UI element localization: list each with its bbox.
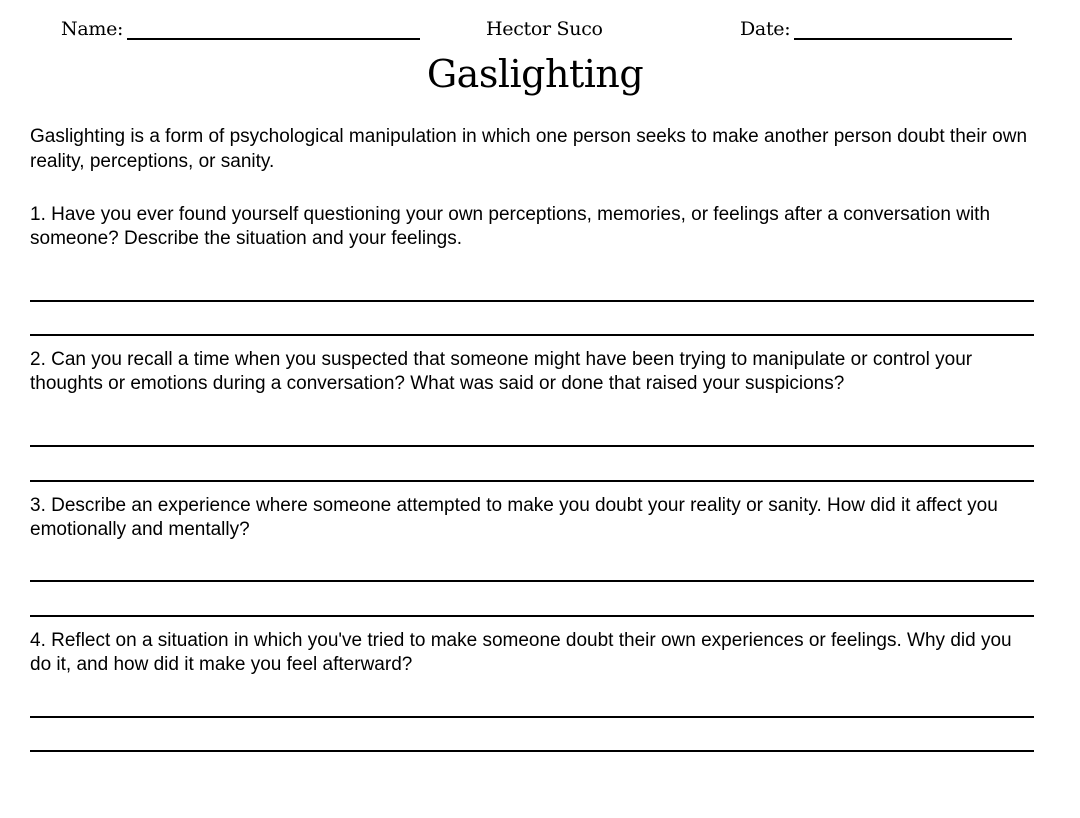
date-field[interactable] — [740, 18, 1012, 40]
name-label: Name: — [61, 18, 124, 40]
answer-line-4b[interactable] — [30, 750, 1034, 752]
question-4: 4. Reflect on a situation in which you've tried to make someone doubt their own experiences or feelings. Why did you do it, and how did it make you feel afterward? — [30, 630, 1012, 675]
answer-line-2a[interactable] — [30, 445, 1034, 447]
answer-line-2b[interactable] — [30, 480, 1034, 482]
author-name: Hector Suco — [486, 18, 603, 40]
intro-section — [30, 124, 1040, 174]
worksheet-header — [0, 18, 1080, 48]
answer-line-1a[interactable] — [30, 300, 1034, 302]
name-blank-line[interactable] — [127, 18, 420, 40]
date-blank-line[interactable] — [794, 18, 1012, 40]
date-label: Date: — [740, 18, 791, 40]
answer-line-4a[interactable] — [30, 716, 1034, 718]
question-2: 2. Can you recall a time when you suspected that someone might have been trying to manipulate or control your thoughts or emotions during a conversation? What was said or done that raised your suspicions? — [30, 349, 973, 394]
answer-line-3b[interactable] — [30, 615, 1034, 617]
question-1: 1. Have you ever found yourself questioning your own perceptions, memories, or feelings after a conversation with someone? Describe the situation and your feelings. — [30, 204, 991, 249]
answer-line-3a[interactable] — [30, 580, 1034, 582]
answer-line-1b[interactable] — [30, 334, 1034, 336]
name-field[interactable] — [61, 18, 420, 40]
worksheet-title: Gaslighting — [426, 52, 644, 96]
intro-paragraph: Gaslighting is a form of psychological manipulation in which one person seeks to make another person doubt their own reality, perceptions, or sanity. — [30, 126, 1028, 172]
question-3: 3. Describe an experience where someone attempted to make you doubt your reality or sanity. How did it affect you emotionally and mentally? — [30, 495, 998, 540]
